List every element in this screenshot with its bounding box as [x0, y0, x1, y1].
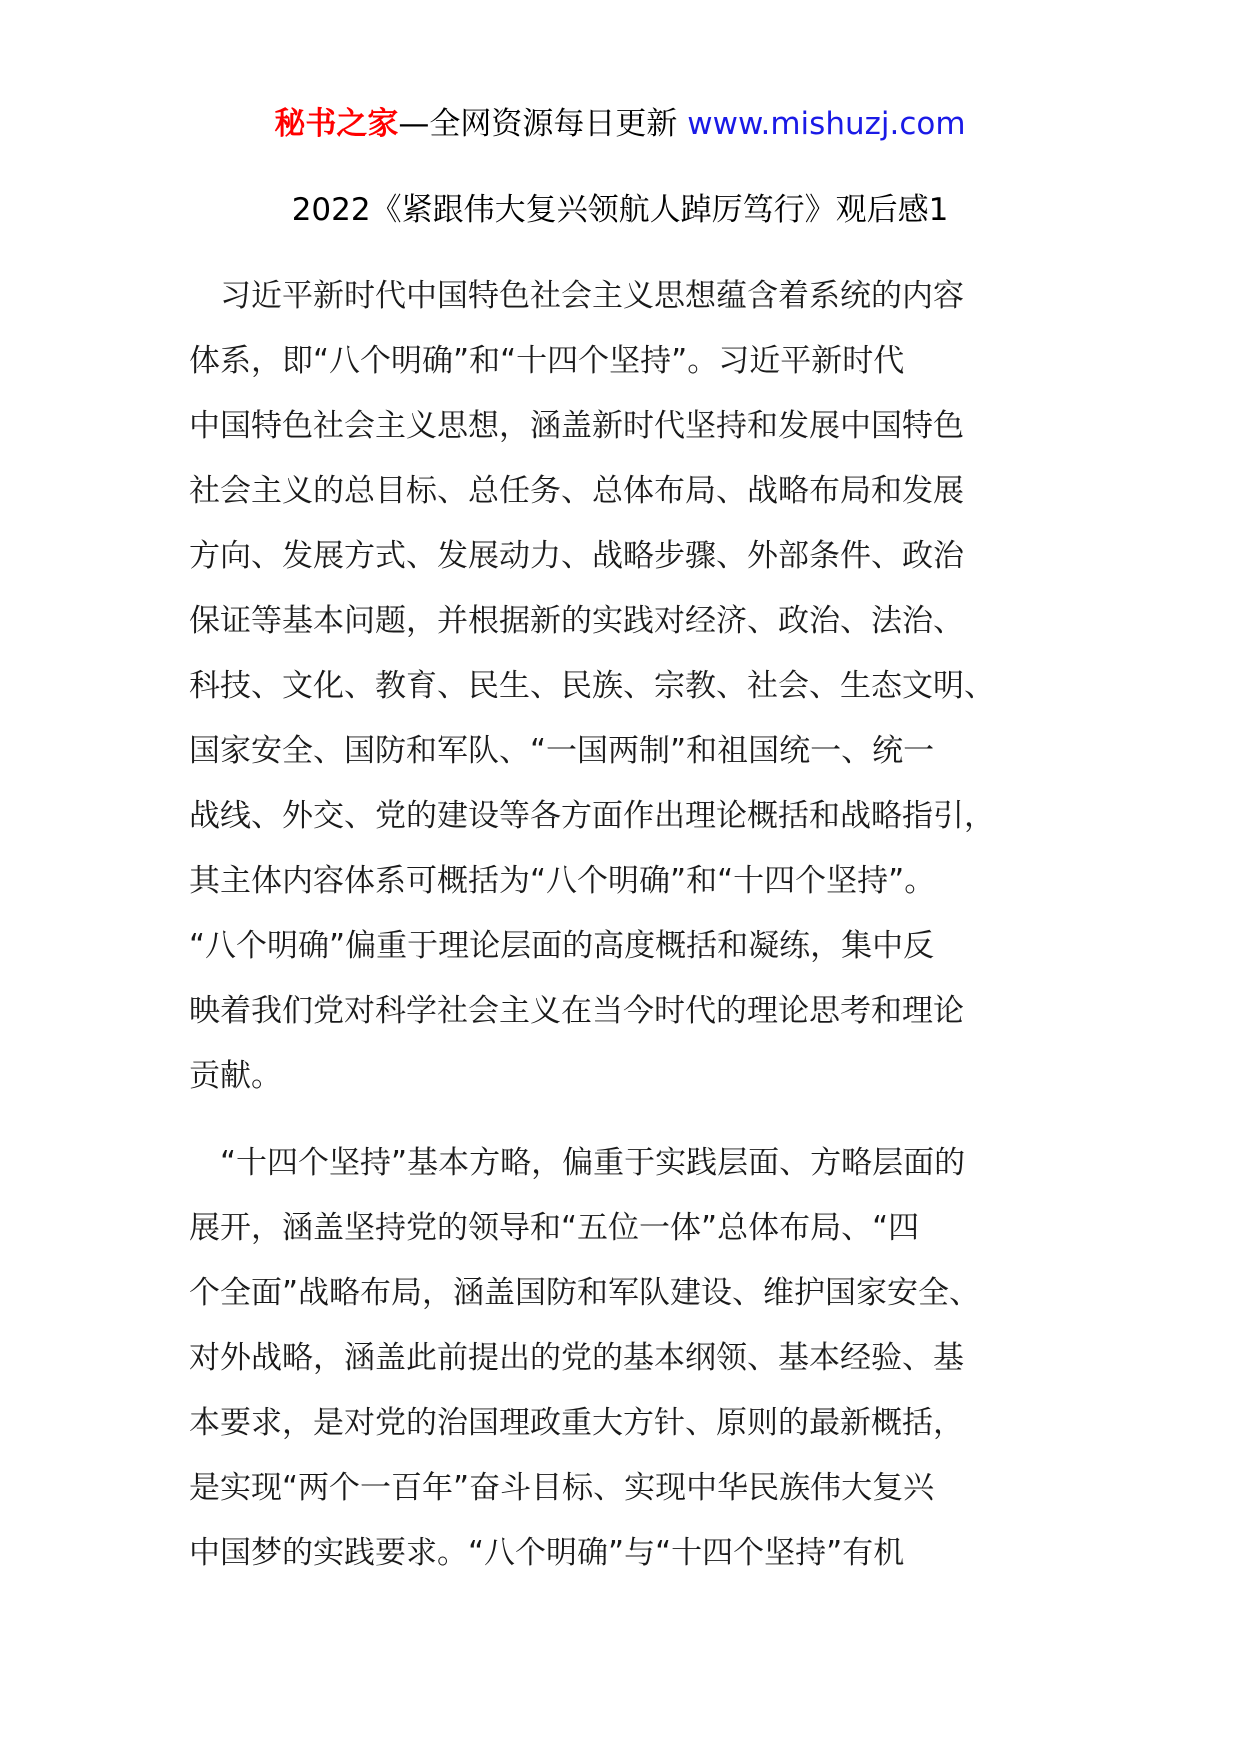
text-line: 贡献。 — [189, 1058, 282, 1094]
text-line: 本要求，是对党的治国理政重大方针、原则的最新概括， — [189, 1405, 964, 1441]
text-line: 中国特色社会主义思想，涵盖新时代坚持和发展中国特色 — [189, 408, 964, 444]
text-line: 个全面”战略布局，涵盖国防和军队建设、维护国家安全、 — [189, 1275, 981, 1311]
text-line: 科技、文化、教育、民生、民族、宗教、社会、生态文明、 — [189, 668, 995, 704]
brand-name: 秘书之家 — [274, 106, 399, 142]
text-line: 映着我们党对科学社会主义在当今时代的理论思考和理论 — [189, 993, 964, 1029]
paragraph-1 — [189, 264, 1061, 1109]
text-line: 保证等基本问题，并根据新的实践对经济、政治、法治、 — [189, 603, 964, 639]
header-tagline: —全网资源每日更新 — [398, 106, 678, 142]
text-line: 其主体内容体系可概括为“八个明确”和“十四个坚持”。 — [189, 863, 936, 899]
site-header — [0, 100, 1240, 148]
text-line: “八个明确”偏重于理论层面的高度概括和凝练，集中反 — [189, 928, 935, 964]
text-line: 习近平新时代中国特色社会主义思想蕴含着系统的内容 — [189, 278, 964, 314]
text-line: 体系，即“八个明确”和“十四个坚持”。习近平新时代 — [189, 343, 905, 379]
text-line: 对外战略，涵盖此前提出的党的基本纲领、基本经验、基 — [189, 1340, 964, 1376]
text-line: 展开，涵盖坚持党的领导和“五位一体”总体布局、“四 — [189, 1210, 920, 1246]
paragraph-2 — [189, 1131, 1061, 1586]
text-line: 是实现“两个一百年”奋斗目标、实现中华民族伟大复兴 — [189, 1470, 935, 1506]
document-title: 2022《紧跟伟大复兴领航人踔厉笃行》观后感1 — [291, 192, 949, 228]
text-line: 战线、外交、党的建设等各方面作出理论概括和战略指引， — [189, 798, 995, 834]
text-line: 方向、发展方式、发展动力、战略步骤、外部条件、政治 — [189, 538, 964, 574]
site-url-link[interactable]: www.mishuzj.com — [687, 106, 966, 142]
text-line: 中国梦的实践要求。“八个明确”与“十四个坚持”有机 — [189, 1535, 905, 1571]
text-line: “十四个坚持”基本方略，偏重于实践层面、方略层面的 — [189, 1145, 966, 1181]
text-line: 国家安全、国防和军队、“一国两制”和祖国统一、统一 — [189, 733, 935, 769]
document-body — [189, 264, 1061, 1608]
text-line: 社会主义的总目标、总任务、总体布局、战略布局和发展 — [189, 473, 964, 509]
